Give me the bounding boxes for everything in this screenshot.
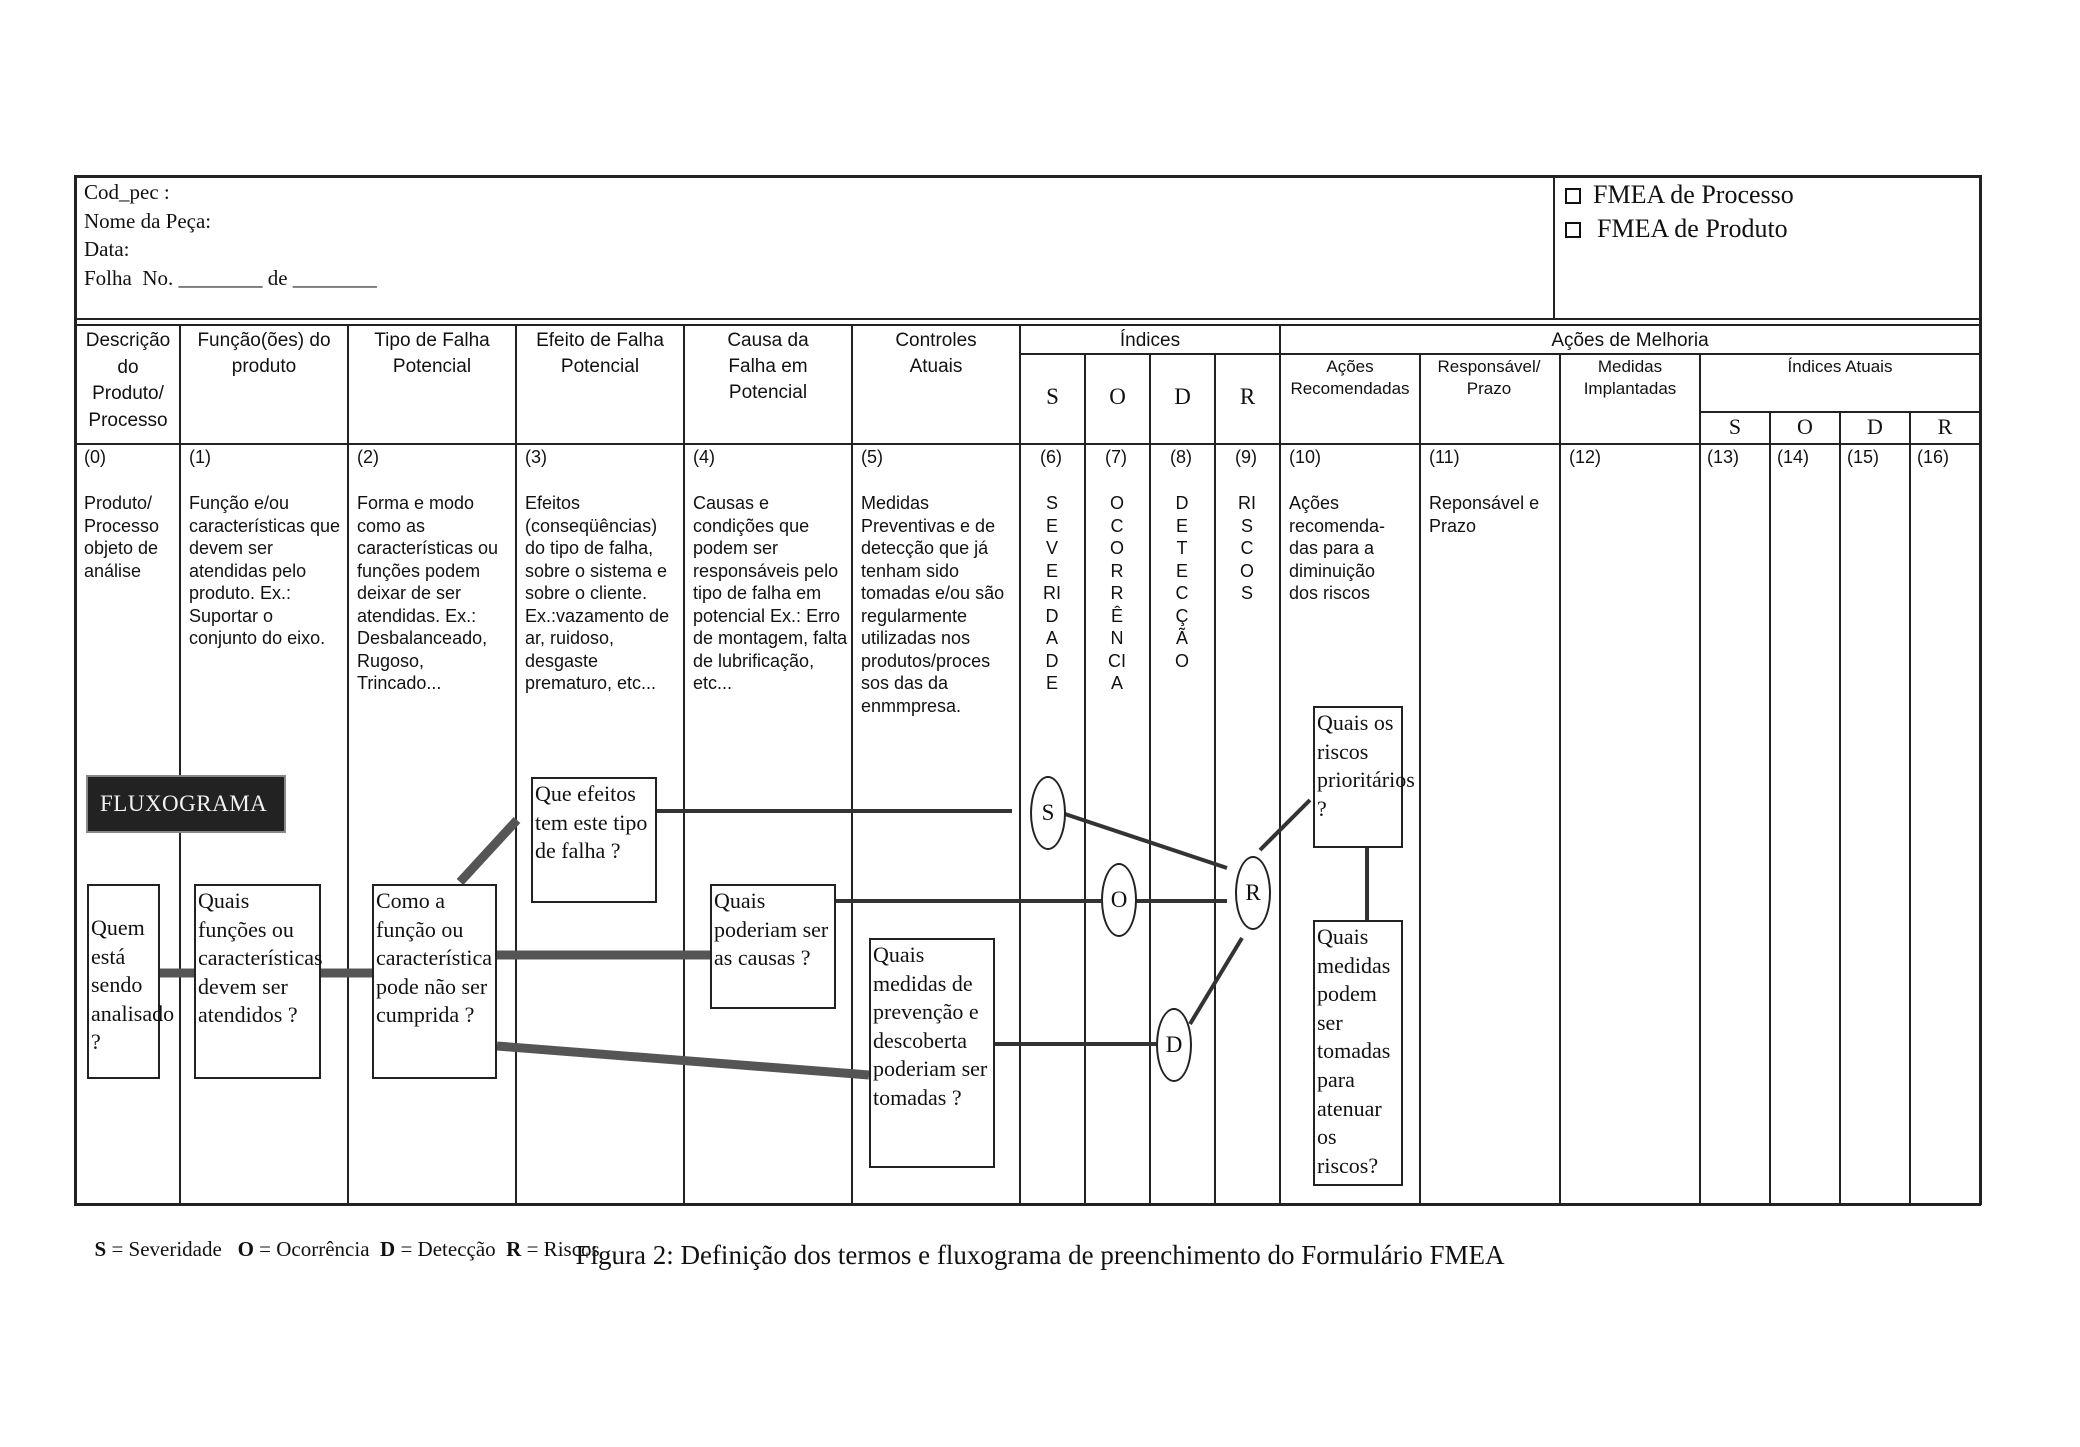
col-desc-11: Reponsável e Prazo <box>1429 493 1540 536</box>
figure-caption: Figura 2: Definição dos termos e fluxograma de preenchimento do Formulário FMEA <box>575 1240 1505 1270</box>
col-header-tipo-falha: Tipo de Falha Potencial <box>374 330 490 377</box>
acoes-sub-responsavel: Responsável/ Prazo <box>1437 357 1541 398</box>
col-num-11: (11) <box>1429 447 1460 467</box>
index-letter-r: R <box>1239 384 1256 409</box>
vertical-ocorrencia: OCORRÊNCIA <box>1108 493 1126 693</box>
connector-q2-q3 <box>460 820 517 882</box>
vertical-deteccao: DETECÇÃO <box>1174 493 1189 671</box>
flow-question-funcoes: Quais funções ou características devem ser atendidos ? <box>194 884 321 1079</box>
flow-circle-r: R <box>1235 856 1271 930</box>
col-num-15: (15) <box>1847 447 1880 467</box>
fmea-processo-option[interactable]: FMEA de Processo <box>1565 178 1794 212</box>
col-num-0: (0) <box>84 447 106 467</box>
col-header-funcao: Função(ões) do produto <box>197 330 331 377</box>
col-desc-3: Efeitos (conseqüências) do tipo de falha, sobre o sistema e sobre o cliente. Ex.:vazamento de ar, ruidoso, desgaste prematuro, etc... <box>525 493 670 693</box>
acoes-sub-implantadas: Medidas Implantadas <box>1583 357 1677 398</box>
cod-pec-field[interactable]: Cod_pec : <box>84 180 170 204</box>
connector-s-r <box>1065 814 1227 868</box>
folha-field[interactable]: Folha No. ________ de ________ <box>84 265 377 290</box>
col-num-6: (6) <box>1040 447 1062 467</box>
col-num-10: (10) <box>1289 447 1322 467</box>
flow-question-riscos-prioritarios: Quais os riscos prioritários ? <box>1313 706 1403 848</box>
col-desc-10: Ações recomenda- das para a diminuição dos riscos <box>1289 493 1386 603</box>
col-desc-2: Forma e modo como as características ou funções podem deixar de ser atendidas. Ex.: Desbalanceado, Rugoso, Trincado... <box>357 493 499 693</box>
atual-letter-r: R <box>1937 414 1953 439</box>
flow-question-atenuar: Quais medidas podem ser tomadas para atenuar os riscos? <box>1313 920 1403 1186</box>
col-desc-5: Medidas Preventivas e de detecção que já tenham sido tomadas e/ou são regularmente utilizadas nos produtos/proces sos das da enmmpresa. <box>861 493 1005 716</box>
atual-letter-d: D <box>1867 414 1883 439</box>
col-num-2: (2) <box>357 447 379 467</box>
connector-r-q10a <box>1260 800 1310 850</box>
col-num-9: (9) <box>1235 447 1257 467</box>
atual-letter-o: O <box>1797 414 1813 439</box>
vertical-severidade: SEVERIDADE <box>1043 493 1061 693</box>
col-num-12: (12) <box>1569 447 1602 467</box>
col-num-3: (3) <box>525 447 547 467</box>
col-num-13: (13) <box>1707 447 1740 467</box>
indices-atuais-title: Índices Atuais <box>1787 357 1893 376</box>
flow-question-efeitos: Que efeitos tem este tipo de falha ? <box>531 777 657 903</box>
col-header-descricao: Descrição do Produto/ Processo <box>85 330 171 431</box>
index-letter-o: O <box>1109 384 1126 409</box>
flow-circle-d: D <box>1156 1008 1192 1082</box>
fmea-produto-option[interactable]: FMEA de Produto <box>1565 212 1794 246</box>
col-header-efeito: Efeito de Falha Potencial <box>536 330 664 377</box>
flow-circle-s: S <box>1030 776 1066 850</box>
atual-letter-s: S <box>1728 414 1742 439</box>
fluxograma-label: FLUXOGRAMA <box>86 775 286 833</box>
col-num-1: (1) <box>189 447 211 467</box>
col-num-8: (8) <box>1170 447 1192 467</box>
col-num-14: (14) <box>1777 447 1810 467</box>
col-header-causa: Causa da Falha em Potencial <box>727 330 809 403</box>
connector-d-r <box>1190 938 1242 1024</box>
col-num-5: (5) <box>861 447 883 467</box>
col-header-controles: Controles Atuais <box>895 330 977 377</box>
col-desc-0: Produto/ Processo objeto de análise <box>84 493 160 581</box>
flow-circle-o: O <box>1101 863 1137 937</box>
col-num-16: (16) <box>1917 447 1950 467</box>
connector-q2-q5 <box>497 1046 869 1075</box>
index-letter-d: D <box>1174 384 1191 409</box>
indices-title: Índices <box>1119 330 1181 351</box>
nome-peca-field[interactable]: Nome da Peça: <box>84 208 212 233</box>
vertical-riscos: RISCOS <box>1238 493 1256 603</box>
flow-question-causas: Quais poderiam ser as causas ? <box>710 884 836 1009</box>
flow-question-medidas: Quais medidas de prevenção e descoberta poderiam ser tomadas ? <box>869 938 995 1168</box>
flow-question-como: Como a função ou característica pode não ser cumprida ? <box>372 884 497 1079</box>
legend: S = Severidade O = Ocorrência D = Detecção R = Riscos <box>94 1237 600 1261</box>
data-field[interactable]: Data: <box>84 237 130 261</box>
acoes-sub-recomendadas: Ações Recomendadas <box>1290 357 1410 398</box>
col-desc-4: Causas e condições que podem ser responsáveis pelo tipo de falha em potencial Ex.: Erro de montagem, falta de lubrificação, etc... <box>693 493 848 693</box>
col-num-4: (4) <box>693 447 715 467</box>
index-letter-s: S <box>1046 384 1059 409</box>
col-num-7: (7) <box>1105 447 1127 467</box>
col-desc-1: Função e/ou características que devem ser atendidas pelo produto. Ex.: Suportar o conjunto do eixo. <box>189 493 341 648</box>
flow-question-quem: Quem está sendo analisado ? <box>87 884 160 1079</box>
acoes-title: Ações de Melhoria <box>1551 330 1709 351</box>
